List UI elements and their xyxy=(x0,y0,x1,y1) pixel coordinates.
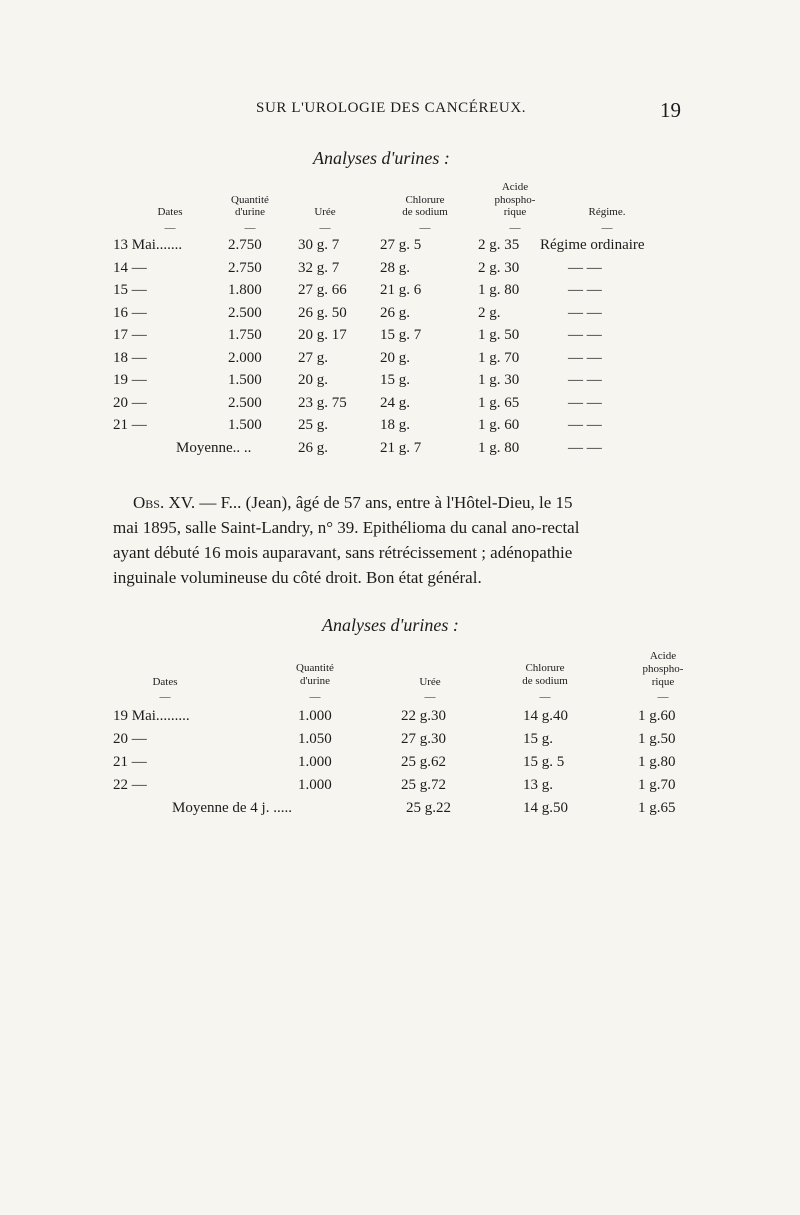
table2-cell: 14 g.40 xyxy=(523,708,568,724)
table1-rule: — xyxy=(419,222,431,234)
table1-cell: 1 g. 70 xyxy=(478,350,520,366)
table1-rule: — xyxy=(244,222,256,234)
table1-header-quantity-line1: Quantité xyxy=(231,194,269,206)
table1-cell: 24 g. xyxy=(380,395,410,411)
table2-cell: 22 g.30 xyxy=(401,708,446,724)
table1-cell: 20 g. 17 xyxy=(298,327,347,343)
table1-cell: 20 — xyxy=(113,395,147,411)
table1-cell: — — xyxy=(568,305,602,321)
table1-cell: 27 g. 5 xyxy=(380,237,422,253)
table1-cell: Régime ordinaire xyxy=(540,237,645,253)
table2-header-quantity-line2: d'urine xyxy=(299,675,331,687)
table2-title: Analyses d'urines : xyxy=(322,615,459,635)
observation-line: inguinale volumineuse du côté droit. Bon état général. xyxy=(113,568,482,587)
table1-cell: — — xyxy=(568,417,602,433)
table1-cell: — — xyxy=(568,327,602,343)
table1-average-label: Moyenne.. .. xyxy=(176,440,252,456)
table1-cell: 1.500 xyxy=(228,417,262,433)
table1-rule: — xyxy=(319,222,331,234)
table2-rule: — xyxy=(159,691,171,703)
table1-cell: 21 — xyxy=(113,417,147,433)
table1-cell: 30 g. 7 xyxy=(298,237,340,253)
table1-cell: 2 g. 30 xyxy=(478,260,520,276)
table2-header-chloride-line2: de sodium xyxy=(522,675,568,687)
table2-rule: — xyxy=(539,691,551,703)
page-number: 19 xyxy=(660,98,681,122)
table2-cell: 1.000 xyxy=(298,777,332,793)
table1-rule: — xyxy=(601,222,613,234)
table2-cell: 1 g.50 xyxy=(638,731,676,747)
table1-cell: — — xyxy=(568,282,602,298)
table2-cell: 27 g.30 xyxy=(401,731,446,747)
table1-rule: — xyxy=(509,222,521,234)
table1-cell: 15 g. 7 xyxy=(380,327,422,343)
table2-cell: 21 — xyxy=(113,754,147,770)
table1-cell: 28 g. xyxy=(380,260,410,276)
observation-label: Obs. XV. xyxy=(133,493,196,512)
table1-cell: 1 g. 65 xyxy=(478,395,520,411)
table1-cell: 2.000 xyxy=(228,350,262,366)
table1-average-cell: 26 g. xyxy=(298,440,328,456)
table2-rule: — xyxy=(424,691,436,703)
table2-header-acid-line3: rique xyxy=(651,676,675,688)
table2-average-cell: 25 g.22 xyxy=(406,800,451,816)
observation-line xyxy=(133,490,573,515)
table1-cell: 27 g. 66 xyxy=(298,282,347,298)
table1-cell: 20 g. xyxy=(380,350,410,366)
table1-cell: 26 g. 50 xyxy=(298,305,347,321)
table2-cell: 1 g.60 xyxy=(638,708,676,724)
table1-cell: 2.750 xyxy=(228,260,262,276)
table1-header-acid-line1: Acide xyxy=(501,181,529,193)
observation-line: mai 1895, salle Saint-Landry, n° 39. Epithélioma du canal ano-rectal xyxy=(113,518,580,537)
table1-header-chloride-line2: de sodium xyxy=(402,206,448,218)
running-title: SUR L'UROLOGIE DES CANCÉREUX. xyxy=(256,100,527,116)
table2-cell: 13 g. xyxy=(523,777,553,793)
table1-header-quantity-line2: d'urine xyxy=(234,206,266,218)
table1-cell: 2.750 xyxy=(228,237,262,253)
table1-cell: 1 g. 50 xyxy=(478,327,520,343)
table1-cell: 13 Mai....... xyxy=(113,237,183,253)
table1-header-acid-line2: phospho- xyxy=(494,194,536,206)
table1-cell: 2.500 xyxy=(228,395,262,411)
table2-cell: 25 g.62 xyxy=(401,754,446,770)
observation-line: ayant débuté 16 mois auparavant, sans rétrécissement ; adénopathie xyxy=(113,543,573,562)
table1-cell: 20 g. xyxy=(298,372,328,388)
table2-cell: 25 g.72 xyxy=(401,777,446,793)
table1-cell: 1.800 xyxy=(228,282,262,298)
table2-cell: 20 — xyxy=(113,731,147,747)
table2-average-label: Moyenne de 4 j. ..... xyxy=(172,800,292,816)
table1-cell: — — xyxy=(568,260,602,276)
table2-header-dates: Dates xyxy=(152,676,178,688)
table1-cell: 17 — xyxy=(113,327,147,343)
table2-rule: — xyxy=(657,691,669,703)
table2-cell: 22 — xyxy=(113,777,147,793)
table1-cell: — — xyxy=(568,395,602,411)
table2-cell: 1.050 xyxy=(298,731,332,747)
table2-header-chloride-line1: Chlorure xyxy=(525,662,565,674)
table1-cell: 23 g. 75 xyxy=(298,395,347,411)
table2-header-acid-line2: phospho- xyxy=(642,663,684,675)
table2-cell: 1.000 xyxy=(298,708,332,724)
table1-cell: — — xyxy=(568,372,602,388)
table1-cell: 1.750 xyxy=(228,327,262,343)
table1-cell: — — xyxy=(568,350,602,366)
table1-header-chloride-line1: Chlorure xyxy=(405,194,445,206)
table1-cell: 15 — xyxy=(113,282,147,298)
table1-cell: 1 g. 60 xyxy=(478,417,520,433)
table2-cell: 1 g.80 xyxy=(638,754,676,770)
table2-cell: 15 g. xyxy=(523,731,553,747)
table2-cell: 19 Mai......... xyxy=(113,708,190,724)
table2-header-acid-line1: Acide xyxy=(649,650,677,662)
table1-cell: 25 g. xyxy=(298,417,328,433)
table1-cell: 15 g. xyxy=(380,372,410,388)
table2-rule: — xyxy=(309,691,321,703)
table2-average-cell: 14 g.50 xyxy=(523,800,568,816)
table1-header-urea: Urée xyxy=(314,206,336,218)
table1-cell: 18 g. xyxy=(380,417,410,433)
table1-cell: 1.500 xyxy=(228,372,262,388)
table1-cell: 27 g. xyxy=(298,350,328,366)
table1-cell: 19 — xyxy=(113,372,147,388)
table1-cell: 26 g. xyxy=(380,305,410,321)
table1-cell: 18 — xyxy=(113,350,147,366)
table1-average-cell: 21 g. 7 xyxy=(380,440,422,456)
table2-cell: 1.000 xyxy=(298,754,332,770)
table2-cell: 15 g. 5 xyxy=(523,754,565,770)
table1-title: Analyses d'urines : xyxy=(313,148,450,168)
table1-cell: 1 g. 30 xyxy=(478,372,520,388)
table1-rule: — xyxy=(164,222,176,234)
table1-header-acid-line3: rique xyxy=(503,206,527,218)
observation-line-text: — F... (Jean), âgé de 57 ans, entre à l'Hôtel-Dieu, le 15 xyxy=(199,493,573,512)
table1-average-cell: — — xyxy=(568,440,602,456)
table1-cell: 16 — xyxy=(113,305,147,321)
table1-header-regime: Régime. xyxy=(588,206,626,218)
table2-header-quantity-line1: Quantité xyxy=(296,662,334,674)
table1-header-dates: Dates xyxy=(157,206,183,218)
table1-cell: 21 g. 6 xyxy=(380,282,422,298)
table2-average-cell: 1 g.65 xyxy=(638,800,676,816)
table1-cell: 1 g. 80 xyxy=(478,282,520,298)
table1-cell: 2 g. 35 xyxy=(478,237,520,253)
table1-cell: 14 — xyxy=(113,260,147,276)
table2-header-urea: Urée xyxy=(419,676,441,688)
table1-average-cell: 1 g. 80 xyxy=(478,440,520,456)
table1-cell: 32 g. 7 xyxy=(298,260,340,276)
table1-cell: 2.500 xyxy=(228,305,262,321)
table2-cell: 1 g.70 xyxy=(638,777,676,793)
table1-cell: 2 g. xyxy=(478,305,501,321)
